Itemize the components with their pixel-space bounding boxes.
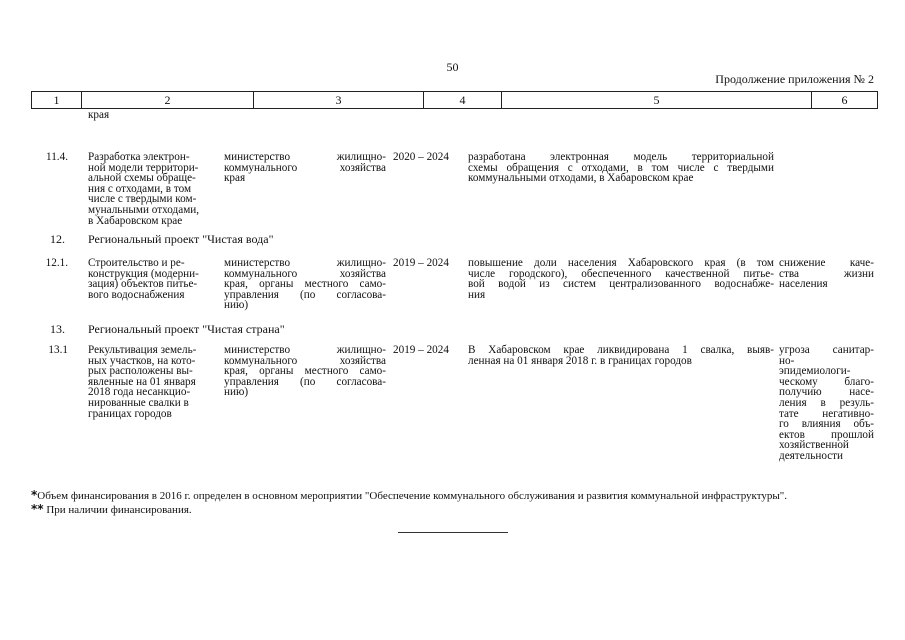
text-line: коммунального хозяйства <box>224 267 386 280</box>
implementation-period: 2019 – 2024 <box>393 257 449 269</box>
text-line: рых расположены вы- <box>88 365 193 378</box>
column-number-3: 3 <box>254 92 424 109</box>
column-number-4: 4 <box>424 92 502 109</box>
consequences <box>779 345 874 462</box>
text-line: Рекультивация земель- <box>88 344 197 356</box>
text-line: хозяйственной <box>779 439 849 452</box>
column-number-2: 2 <box>82 92 254 109</box>
text-line: границах городов <box>88 407 172 420</box>
footnote-mark: ** <box>31 502 44 516</box>
expected-result <box>468 345 774 366</box>
carryover-text: края <box>88 109 110 121</box>
text-line: Строительство и ре- <box>88 257 185 269</box>
text-line: ной модели территори- <box>88 161 199 174</box>
text-line: края <box>224 172 246 185</box>
text-line: ния <box>468 288 486 301</box>
text-line: числе городского), обеспеченного качественной питье- <box>468 267 774 280</box>
text-line: коммунальными отходами, в Хабаровском крае <box>468 172 694 185</box>
text-line: явленные на 01 января <box>88 375 196 388</box>
end-rule <box>398 532 508 533</box>
text-line: числе с твердыми ком- <box>88 193 197 206</box>
text-line: го влияния объ- <box>779 418 874 431</box>
text-line: угроза санитар- <box>779 344 874 356</box>
text-line: ческому благо- <box>779 375 874 388</box>
text-line: В Хабаровском крае ликвидирована 1 свалка, выяв- <box>468 344 774 356</box>
footnote-text: При наличии финансирования. <box>43 504 192 516</box>
text-line: министерство жилищно- <box>224 151 386 163</box>
implementation-period: 2020 – 2024 <box>393 151 449 163</box>
section-number: 12. <box>50 232 65 246</box>
row-number: 11.4. <box>46 151 68 163</box>
text-line: 2018 года несанкцио- <box>88 386 191 399</box>
responsible-executor <box>224 152 386 184</box>
footnote <box>31 503 192 516</box>
text-line: мунальными отходами, <box>88 203 200 216</box>
text-line: получию насе- <box>779 386 874 399</box>
appendix-note: Продолжение приложения № 2 <box>715 72 874 86</box>
column-number-6: 6 <box>812 92 878 109</box>
expected-result <box>468 152 774 184</box>
text-line: тате негативно- <box>779 407 874 420</box>
column-number-5: 5 <box>502 92 812 109</box>
text-line: населения <box>779 278 828 291</box>
text-line: схемы обращения с отходами, в том числе с твердыми <box>468 161 774 174</box>
section-title: Региональный проект "Чистая вода" <box>88 232 274 246</box>
section-title: Региональный проект "Чистая страна" <box>88 322 285 336</box>
text-line: разработана электронная модель территориальной <box>468 151 774 163</box>
text-line: коммунального хозяйства <box>224 161 386 174</box>
measure-name <box>88 258 218 300</box>
measure-name <box>88 152 218 226</box>
text-line: ных участков, на кото- <box>88 354 196 367</box>
text-line: управления (по согласова- <box>224 288 386 301</box>
text-line: нированные свалки в <box>88 396 189 409</box>
measure-name <box>88 345 218 419</box>
text-line: министерство жилищно- <box>224 257 386 269</box>
text-line: ектов прошлой <box>779 428 874 441</box>
page-number: 50 <box>446 60 459 74</box>
text-line: нию) <box>224 299 249 312</box>
text-line: коммунального хозяйства <box>224 354 386 367</box>
text-line: вой водой из систем централизованного водоснабже- <box>468 278 774 291</box>
row-number: 13.1 <box>48 344 68 356</box>
footnote-text: Объем финансирования в 2016 г. определен в основном мероприятии "Обеспечение коммунального обслуживания и развития коммунальной инфраструктуры". <box>37 490 788 502</box>
implementation-period: 2019 – 2024 <box>393 344 449 356</box>
text-line: альной схемы обраще- <box>88 172 196 185</box>
text-line: ленная на 01 января 2018 г. в границах городов <box>468 354 692 367</box>
text-line: министерство жилищно- <box>224 344 386 356</box>
text-line: края, органы местного само- <box>224 278 386 291</box>
footnote-mark: * <box>31 488 38 502</box>
row-number: 12.1. <box>45 257 68 269</box>
text-line: повышение доли населения Хабаровского края (в том <box>468 257 774 269</box>
text-line: конструкция (модерни- <box>88 267 199 280</box>
text-line: снижение каче- <box>779 257 874 269</box>
text-line: края, органы местного само- <box>224 365 386 378</box>
responsible-executor <box>224 258 386 311</box>
text-line: управления (по согласова- <box>224 375 386 388</box>
text-line: деятельности <box>779 449 844 462</box>
section-number: 13. <box>50 322 65 336</box>
text-line: ства жизни <box>779 267 874 280</box>
text-line: вого водоснабжения <box>88 288 185 301</box>
text-line: ления в резуль- <box>779 396 874 409</box>
text-line: эпидемиологи- <box>779 365 851 378</box>
table-header <box>31 91 878 109</box>
text-line: нию) <box>224 386 249 399</box>
text-line: Разработка электрон- <box>88 151 190 163</box>
text-line: ния с отходами, в том <box>88 182 192 195</box>
text-line: в Хабаровском крае <box>88 214 183 227</box>
expected-result <box>468 258 774 300</box>
footnote <box>31 489 787 502</box>
text-line: но- <box>779 354 795 367</box>
text-line: зация) объектов питье- <box>88 278 198 291</box>
column-number-1: 1 <box>32 92 82 109</box>
consequences <box>779 258 874 290</box>
responsible-executor <box>224 345 386 398</box>
